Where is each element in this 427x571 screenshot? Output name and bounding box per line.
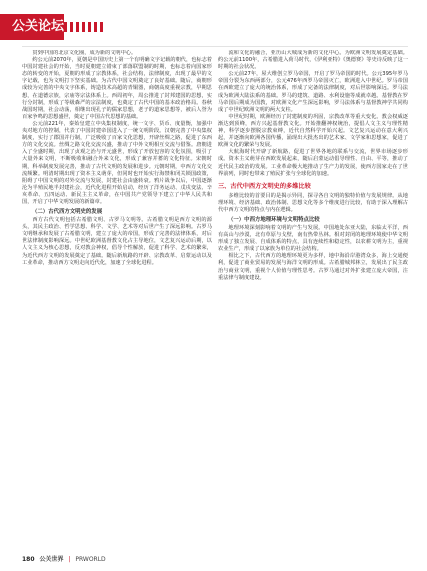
section-subheading: （一）中西方地理环境与文明特点比较 bbox=[228, 216, 320, 223]
paragraph: 贯到中国的北京文化圈，成为新的文明中心。 bbox=[32, 50, 137, 56]
paragraph: 公元前221年，秦始皇建立中央集权制度，统一文字、货币、度量衡，加强中央对地方的控制，代表了中国封建帝国进入了一统文明阶段。汉朝完善了中央集权制度，实行了郡国并行制，广泛吸收了百家文化思想，开辟丝绸之路，促进了东西方的文化交流。丝绸之路文化交流兴盛，推动了中外文明相互交流与借鉴。唐朝进入了全盛时期，出现了贞观之治与开元盛世，形成了开放包容的文化氛围，吸引了大量外来文明，不断吸收和融合外来文化，形成了兼容并蓄的文化特征。宋朝时期，科举制度发展完善，推动了古代文明的发展和进步。元朝时期，中西方文化交流频繁。明清时期出现了资本主义萌芽，但同时也开始实行海禁和闭关锁国政策，阻碍了中国文明的对外交流与发展，封建社会由盛转衰。鸦片战争以后，中国逐渐沦为半殖民地半封建社会，近代化进程开始启动，经历了洋务运动、戊戌变法、辛亥革命、五四运动、新民主主义革命，在中国共产党领导下建立了中华人民共和国，开启了中华文明发展的新篇章。 bbox=[22, 120, 212, 205]
paragraph: 流和文化的融合，亚历山大城成为新的文化中心。为欧洲文明发展奠定基础。约公元前1100年，古希腊进入荷马时代，《伊利亚特》《奥德赛》等史诗反映了这一时期的社会状况。 bbox=[218, 50, 408, 71]
left-column bbox=[22, 50, 212, 540]
header-divider bbox=[22, 46, 408, 47]
paragraph: 大航海时代开辟了新航路，促进了世界各地的联系与交流，世界市场逐步形成。资本主义萌芽在西欧发展起来，随后启蒙运动倡导理性、自由、平等，推动了近代民主政治的发展。工业革命极大地推动了生产力的发展，使西方国家走在了世界前列，同时也带来了殖民扩张与全球化的加速。 bbox=[218, 149, 408, 177]
paragraph: 公元前27年，屋大维创立罗马帝国，开启了罗马帝国的时代。公元395年罗马帝国分裂为东西两部分，公元476年西罗马帝国灭亡，欧洲进入中世纪。罗马帝国在西欧建立了庞大的统治体系，形成了完备的法律制度，对后世影响深远。罗马法成为欧洲大陆法系的基础。罗马的建筑、道路、水利设施等成就卓越。基督教在罗马帝国后期成为国教，对欧洲文化产生深远影响，罗马法体系与基督教神学共同构成了中世纪欧洲文明的两大支柱。 bbox=[218, 71, 408, 113]
right-column bbox=[218, 50, 408, 540]
paragraph: 相比之下，古代西方的地理环境更为多样，地中海沿岸港湾众多，海上交通便利，促进了商业贸易的发展与海洋文明的形成。古希腊城邦林立，发展出了民主政治与商业文明，重视个人价值与理性思考。古罗马通过对外扩张建立庞大帝国，注重法律与制度建设。 bbox=[218, 253, 408, 281]
paragraph: 多维比较的首要目的是揭示异同，探寻各自文明的独特价值与发展规律。从地理环境、经济基础、政治体制、思想文化等多个维度进行比较，有助于深入理解古代中西方文明的特点与内在逻辑。 bbox=[218, 192, 408, 213]
section-subheading: （二）古代西方文明史的发展 bbox=[32, 209, 103, 216]
section-tab: 公关论坛 bbox=[0, 14, 64, 40]
section-heading: 三、古代中西方文明史的多维比较 bbox=[218, 182, 311, 190]
header-band bbox=[0, 0, 427, 46]
paragraph: 地理环境深刻影响着文明的产生与发展。中国地处东亚大陆，东临太平洋，西有高山与沙漠，北有草原与戈壁，南有热带丛林。相对封闭的地理环境使中华文明形成了独立发展、自成体系的特点，具有连续性和稳定性，以农耕文明为主，重视农业生产，形成了以家族为单位的社会结构。 bbox=[218, 224, 408, 253]
paragraph: 中世纪时期，欧洲经历了封建制度的巩固，宗教改革等重大变化。教会权威逐渐达到顶峰，西方兴起基督教文化。开始推翻神权统治，提倡人文主义与理性精神，科学逐步摆脱宗教束缚，近代自然科学开始兴起。文艺复兴运动在意大利兴起，并逐渐向欧洲各国传播，涌现出大批杰出的艺术家、文学家和思想家，促进了欧洲文化的繁荣与发展。 bbox=[218, 113, 408, 149]
page-number: 180 bbox=[22, 556, 35, 563]
magazine-name: 公关世界 bbox=[39, 556, 64, 563]
footer-separator: | bbox=[68, 556, 71, 563]
decorative-stripe bbox=[64, 22, 104, 32]
magazine-name-en: PRWORLD bbox=[75, 556, 106, 563]
paragraph: 约公元前2070年，夏朝是中国历史上第一个有明确文字记载的朝代，也标志着中国封建社会的开始，当时夏朝建立错束了部落联盟制的时期，也标志着向国家形态的转变的开始，夏朝的形成了宗教体系，社会结构，法律制度，出现了最早的文字记载，也为文明打下坚实基础。为古代中国文明奠定了良好基础。随后，商朝形成较为完善的中央文字体系，铸造技术高超的青铜器，商朝高度重视宗教，早期思想，在道德宗族，宗庙等宗法体系上。西周初年，周公推进了封邦建国的思想，实行分封制，形成了等级森严的宗法制度，也奠定了古代中国的基本政治格局。春秋战国时期，社会动荡，相继出现孔子的儒家思想，老子的道家思想等，被后人誉为百家争鸣的思想盛世，奠定了中国古代思想的基础。 bbox=[22, 57, 212, 120]
page-footer bbox=[22, 555, 106, 565]
paragraph: 西方古代文明包括古希腊文明、古罗马文明等。古希腊文明是西方文明的源头，其民主政治、哲学思想、科学、文学、艺术等对后世产生了深远影响。古罗马文明继承和发展了古希腊文明，建立了庞大的帝国，形成了完善的法律体系，对后世法律制度影响深远。中世纪欧洲基督教文化占主导地位，文艺复兴运动后期，以人文主义为核心思想，反对教会神权，倡导个性解放，促进了科学、艺术的繁荣，为近代西方文明的发展奠定了基础。随后新航路的开辟、宗教改革、启蒙运动以及工业革命，推动西方文明走向近代化，加速了全球化进程。 bbox=[22, 217, 212, 266]
